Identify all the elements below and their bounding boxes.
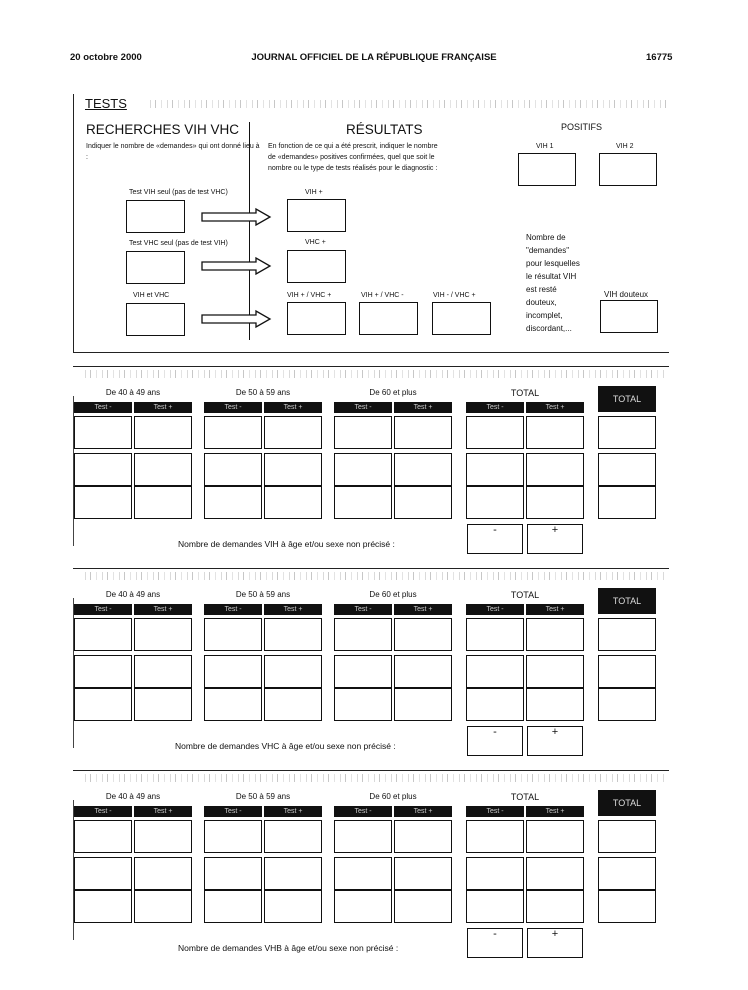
res-vih-vhc-pp-input[interactable]	[287, 302, 346, 335]
unspecified-minus-input[interactable]: -	[467, 928, 523, 958]
count-input[interactable]	[134, 486, 192, 519]
count-input[interactable]	[264, 486, 322, 519]
count-input[interactable]	[466, 820, 524, 853]
test-plus-header: Test +	[134, 604, 192, 615]
positifs-heading: POSITIFS	[561, 122, 603, 132]
total-input[interactable]	[598, 453, 656, 486]
count-input[interactable]	[466, 618, 524, 651]
doubtful-line: Nombre de	[526, 233, 566, 242]
res-vih-vhc-pp-label: VIH + / VHC +	[287, 292, 332, 299]
test-plus-header: Test +	[134, 402, 192, 413]
count-input[interactable]	[74, 688, 132, 721]
doubtful-line: discordant,...	[526, 324, 572, 333]
row1-label: Test VIH seul (pas de test VHC)	[129, 189, 228, 196]
test-minus-header: Test -	[466, 604, 524, 615]
vih-douteux-input[interactable]	[600, 300, 658, 333]
count-input[interactable]	[526, 820, 584, 853]
count-input[interactable]	[394, 453, 452, 486]
results-instruction-3: nombre ou le type de tests réalisés pour le diagnostic :	[268, 165, 438, 172]
count-input[interactable]	[394, 618, 452, 651]
count-input[interactable]	[466, 416, 524, 449]
count-input[interactable]	[526, 416, 584, 449]
total-input[interactable]	[598, 486, 656, 519]
results-instruction-2: de «demandes» positives confirmées, quel que soit le	[268, 154, 435, 161]
vertical-divider	[249, 122, 250, 340]
divider	[73, 352, 669, 353]
count-input[interactable]	[394, 857, 452, 890]
res-vih-vhc-mp-input[interactable]	[432, 302, 491, 335]
age-group-label: De 40 à 49 ans	[105, 792, 161, 801]
test-minus-header: Test -	[334, 604, 392, 615]
count-input[interactable]	[466, 486, 524, 519]
count-input[interactable]	[134, 857, 192, 890]
test-plus-header: Test +	[134, 806, 192, 817]
vih-douteux-label: VIH douteux	[604, 290, 649, 299]
total-input[interactable]	[598, 890, 656, 923]
doubtful-line: incomplet,	[526, 311, 563, 320]
res-vhc-plus-label: VHC +	[305, 239, 326, 246]
unspecified-plus-input[interactable]: +	[527, 726, 583, 756]
count-input[interactable]	[526, 486, 584, 519]
unspecified-minus-input[interactable]: -	[467, 524, 523, 554]
total-group-label: TOTAL	[510, 590, 540, 600]
scan-noise	[85, 370, 665, 378]
test-plus-header: Test +	[264, 604, 322, 615]
left-heading: RECHERCHES VIH VHC	[86, 122, 240, 137]
vih2-input[interactable]	[599, 153, 657, 186]
count-input[interactable]	[466, 688, 524, 721]
test-minus-header: Test -	[334, 806, 392, 817]
count-input[interactable]	[334, 890, 392, 923]
test-plus-header: Test +	[526, 402, 584, 413]
doubtful-line: pour lesquelles	[526, 259, 580, 268]
count-input[interactable]	[134, 416, 192, 449]
count-input[interactable]	[394, 416, 452, 449]
count-input[interactable]	[134, 655, 192, 688]
scan-noise	[85, 774, 665, 782]
count-input[interactable]	[526, 688, 584, 721]
age-group-label: De 50 à 59 ans	[235, 590, 291, 599]
age-group-label: De 60 et plus	[369, 388, 417, 397]
count-input[interactable]	[526, 618, 584, 651]
vih1-input[interactable]	[518, 153, 576, 186]
res-vih-vhc-mp-label: VIH - / VHC +	[433, 292, 476, 299]
test-minus-header: Test -	[204, 806, 262, 817]
count-input[interactable]	[526, 857, 584, 890]
count-input[interactable]	[134, 453, 192, 486]
doubtful-line: est resté	[526, 285, 557, 294]
count-input[interactable]	[526, 890, 584, 923]
count-input[interactable]	[264, 416, 322, 449]
age-group-label: De 60 et plus	[369, 792, 417, 801]
row2-label: Test VHC seul (pas de test VIH)	[129, 240, 228, 247]
total-input[interactable]	[598, 857, 656, 890]
vih2-label: VIH 2	[616, 143, 634, 150]
count-input[interactable]	[134, 688, 192, 721]
count-input[interactable]	[334, 688, 392, 721]
results-heading: RÉSULTATS	[346, 122, 423, 137]
count-input[interactable]	[134, 820, 192, 853]
count-input[interactable]	[334, 618, 392, 651]
count-input[interactable]	[74, 655, 132, 688]
test-plus-header: Test +	[264, 402, 322, 413]
count-input[interactable]	[74, 618, 132, 651]
count-input[interactable]	[526, 655, 584, 688]
total-input[interactable]	[598, 655, 656, 688]
test-plus-header: Test +	[526, 604, 584, 615]
count-input[interactable]	[74, 453, 132, 486]
count-input[interactable]	[334, 486, 392, 519]
tests-title: TESTS	[85, 96, 127, 111]
section-top-rule	[73, 366, 669, 367]
count-input[interactable]	[334, 857, 392, 890]
doubtful-note	[526, 231, 580, 335]
res-vih-vhc-pm-input[interactable]	[359, 302, 418, 335]
count-input[interactable]	[466, 655, 524, 688]
unspecified-minus-input[interactable]: -	[467, 726, 523, 756]
left-instruction: Indiquer le nombre de «demandes» qui ont donné lieu à :	[86, 143, 260, 161]
count-input[interactable]	[466, 857, 524, 890]
total-group-label: TOTAL	[510, 792, 540, 802]
age-group-label: De 40 à 49 ans	[105, 590, 161, 599]
test-plus-header: Test +	[394, 806, 452, 817]
test-minus-header: Test -	[204, 402, 262, 413]
count-input[interactable]	[394, 890, 452, 923]
doubtful-line: "demandes"	[526, 246, 570, 255]
count-input[interactable]	[204, 655, 262, 688]
age-group-label: De 50 à 59 ans	[235, 792, 291, 801]
vhc-only-input[interactable]	[126, 251, 185, 284]
test-minus-header: Test -	[466, 806, 524, 817]
test-minus-header: Test -	[334, 402, 392, 413]
test-minus-header: Test -	[204, 604, 262, 615]
count-input[interactable]	[204, 453, 262, 486]
count-input[interactable]	[334, 820, 392, 853]
test-plus-header: Test +	[526, 806, 584, 817]
journal-title: JOURNAL OFFICIEL DE LA RÉPUBLIQUE FRANÇAISE	[251, 52, 497, 63]
unspecified-footer: Nombre de demandes VHC à âge et/ou sexe non précisé :	[175, 741, 396, 751]
page-number: 16775	[646, 52, 673, 63]
count-input[interactable]	[264, 820, 322, 853]
test-minus-header: Test -	[74, 604, 132, 615]
count-input[interactable]	[74, 890, 132, 923]
test-minus-header: Test -	[466, 402, 524, 413]
scan-noise	[85, 572, 665, 580]
tests-left-border	[73, 94, 74, 352]
count-input[interactable]	[394, 688, 452, 721]
res-vih-vhc-pm-label: VIH + / VHC -	[361, 292, 404, 299]
total-group-label: TOTAL	[510, 388, 540, 398]
total-header: TOTAL	[598, 588, 656, 614]
count-input[interactable]	[264, 655, 322, 688]
age-group-label: De 40 à 49 ans	[105, 388, 161, 397]
header-date: 20 octobre 2000	[70, 52, 142, 63]
arrow-right-icon	[200, 310, 272, 328]
test-plus-header: Test +	[394, 402, 452, 413]
test-minus-header: Test -	[74, 402, 132, 413]
unspecified-footer: Nombre de demandes VIH à âge et/ou sexe non précisé :	[178, 539, 395, 549]
count-input[interactable]	[74, 857, 132, 890]
vih1-label: VIH 1	[536, 143, 554, 150]
count-input[interactable]	[204, 618, 262, 651]
count-input[interactable]	[74, 416, 132, 449]
count-input[interactable]	[264, 453, 322, 486]
doubtful-line: douteux,	[526, 298, 557, 307]
test-plus-header: Test +	[394, 604, 452, 615]
count-input[interactable]	[334, 453, 392, 486]
unspecified-plus-input[interactable]: +	[527, 524, 583, 554]
test-plus-header: Test +	[264, 806, 322, 817]
count-input[interactable]	[466, 890, 524, 923]
section-top-rule	[73, 568, 669, 569]
row3-label: VIH et VHC	[133, 292, 170, 299]
total-header: TOTAL	[598, 386, 656, 412]
count-input[interactable]	[394, 486, 452, 519]
total-input[interactable]	[598, 688, 656, 721]
age-group-label: De 50 à 59 ans	[235, 388, 291, 397]
count-input[interactable]	[134, 890, 192, 923]
unspecified-footer: Nombre de demandes VHB à âge et/ou sexe non précisé :	[178, 943, 399, 953]
count-input[interactable]	[74, 486, 132, 519]
age-group-label: De 60 et plus	[369, 590, 417, 599]
count-input[interactable]	[204, 820, 262, 853]
count-input[interactable]	[334, 655, 392, 688]
count-input[interactable]	[394, 820, 452, 853]
total-header: TOTAL	[598, 790, 656, 816]
arrow-right-icon	[200, 257, 272, 275]
count-input[interactable]	[466, 453, 524, 486]
count-input[interactable]	[204, 688, 262, 721]
vih-vhc-input[interactable]	[126, 303, 185, 336]
test-minus-header: Test -	[74, 806, 132, 817]
count-input[interactable]	[394, 655, 452, 688]
count-input[interactable]	[334, 416, 392, 449]
count-input[interactable]	[204, 857, 262, 890]
count-input[interactable]	[204, 486, 262, 519]
count-input[interactable]	[204, 890, 262, 923]
section-top-rule	[73, 770, 669, 771]
count-input[interactable]	[204, 416, 262, 449]
arrow-right-icon	[200, 208, 272, 226]
res-vih-plus-label: VIH +	[305, 189, 323, 196]
res-vih-plus-input[interactable]	[287, 199, 346, 232]
total-input[interactable]	[598, 416, 656, 449]
doubtful-line: le résultat VIH	[526, 272, 577, 281]
total-input[interactable]	[598, 618, 656, 651]
count-input[interactable]	[264, 857, 322, 890]
count-input[interactable]	[74, 820, 132, 853]
res-vhc-plus-input[interactable]	[287, 250, 346, 283]
count-input[interactable]	[264, 618, 322, 651]
count-input[interactable]	[526, 453, 584, 486]
count-input[interactable]	[264, 890, 322, 923]
count-input[interactable]	[264, 688, 322, 721]
vih-only-input[interactable]	[126, 200, 185, 233]
scan-noise	[150, 100, 670, 108]
total-input[interactable]	[598, 820, 656, 853]
results-instruction-1: En fonction de ce qui a été prescrit, indiquer le nombre	[268, 143, 438, 150]
unspecified-plus-input[interactable]: +	[527, 928, 583, 958]
count-input[interactable]	[134, 618, 192, 651]
